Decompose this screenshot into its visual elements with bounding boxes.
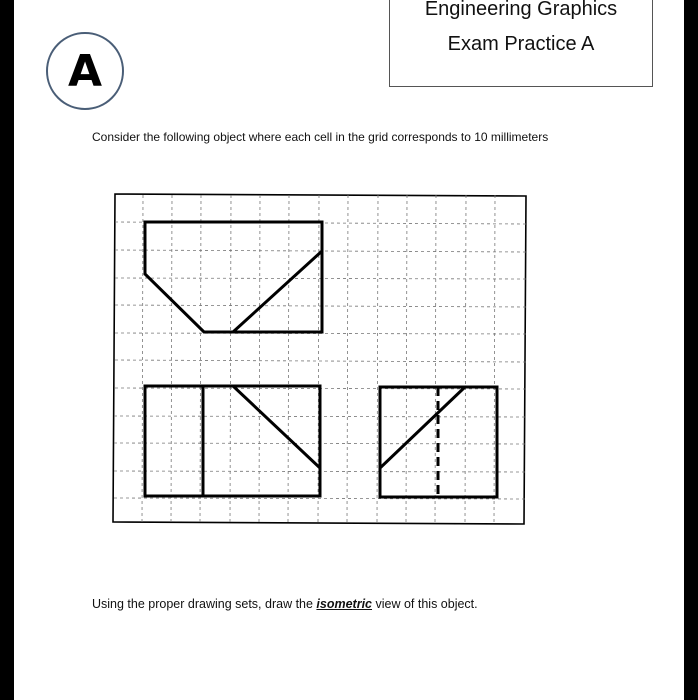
exam-page <box>14 0 684 700</box>
task-emphasis: isometric <box>316 597 373 611</box>
task-suffix: view of this object. <box>372 597 478 611</box>
grid-instruction: Consider the following object where each cell in the grid corresponds to 10 millimeters <box>92 130 549 144</box>
course-title: Engineering Graphics <box>424 0 618 20</box>
top-view-diagonal <box>233 251 322 332</box>
task-prefix: Using the proper drawing sets, draw the <box>92 597 317 611</box>
task-instruction <box>92 597 478 611</box>
exam-title: Exam Practice A <box>447 33 595 55</box>
orthographic-drawing <box>14 0 684 700</box>
front-view-diagonal <box>233 386 320 468</box>
version-badge: A <box>46 32 124 110</box>
side-view <box>380 387 497 497</box>
side-view-diagonal <box>380 387 465 468</box>
